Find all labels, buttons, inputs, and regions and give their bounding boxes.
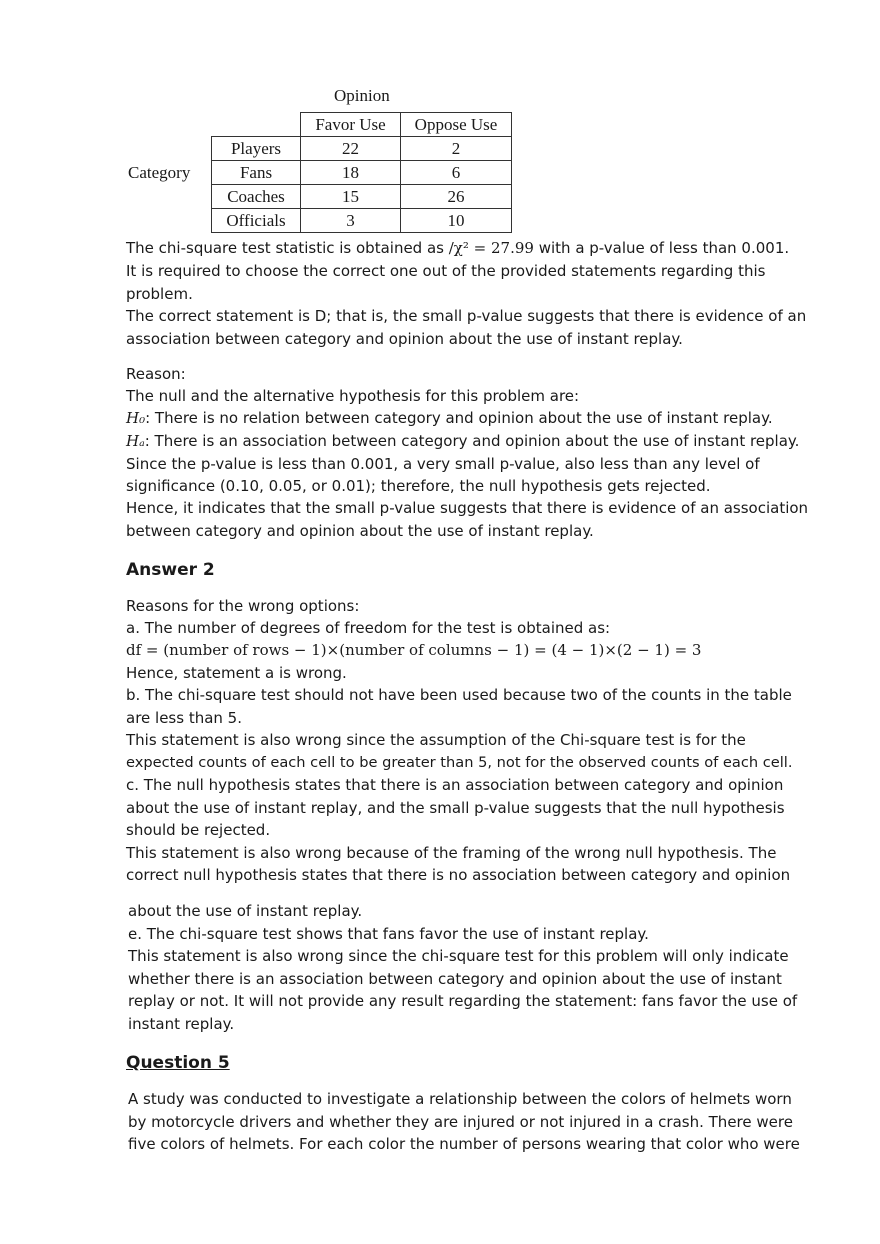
cell-oppose: 10 [401,209,512,233]
answer2-line: c. The null hypothesis states that there is an association between category and opinion [126,776,784,794]
intro-line-1 [126,238,789,258]
table-header-row [212,113,512,137]
answer2-line: b. The chi-square test should not have been used because two of the counts in the table [126,686,792,704]
answer2-line: expected counts of each cell to be greater than 5, not for the observed counts of each cell. [126,754,793,771]
reason-line-4: Since the p-value is less than 0.001, a very small p-value, also less than any level of [126,455,760,473]
table-row [212,137,512,161]
table-column-group-label: Opinion [334,86,390,105]
cell-oppose: 6 [401,161,512,185]
row-label: Officials [212,209,301,233]
intro-line-2: It is required to choose the correct one out of the provided statements regarding this [126,262,766,280]
answer2-line: should be rejected. [126,821,271,839]
question-5-heading: Question 5 [126,1053,230,1073]
ha-text: : There is an association between category and opinion about the use of instant replay. [144,432,800,450]
contingency-table [211,112,512,233]
reason-line-6: Hence, it indicates that the small p-value suggests that there is evidence of an association [126,499,809,517]
answer2-line: about the use of instant replay, and the small p-value suggests that the null hypothesis [126,799,785,817]
answer2-line: correct null hypothesis states that there is no association between category and opinion [126,866,791,884]
table-header-favor: Favor Use [301,113,401,137]
answer2-line: whether there is an association between category and opinion about the use of instant [128,970,782,988]
alternative-hypothesis [126,431,799,451]
cell-favor: 15 [301,185,401,209]
table-row [212,161,512,185]
answer2-line: are less than 5. [126,709,242,727]
reason-title: Reason: [126,365,186,383]
answer-2-heading: Answer 2 [126,560,215,580]
table-header-oppose: Oppose Use [401,113,512,137]
ha-symbol: Hₐ [126,432,145,450]
cell-favor: 3 [301,209,401,233]
cell-favor: 22 [301,137,401,161]
table-row [212,185,512,209]
reason-line-1: The null and the alternative hypothesis for this problem are: [126,387,580,405]
df-formula: df = (number of rows − 1)×(number of columns − 1) = (4 − 1)×(2 − 1) = 3 [126,641,702,659]
intro-text: with a p-value of less than 0.001. [533,239,790,257]
reason-line-7: between category and opinion about the use of instant replay. [126,522,594,540]
intro-text: The chi-square test statistic is obtained as [126,239,449,257]
intro-line-4: The correct statement is D; that is, the small p-value suggests that there is evidence of an [126,307,807,325]
answer2-line: This statement is also wrong because of the framing of the wrong null hypothesis. The [126,844,777,862]
question5-line: five colors of helmets. For each color the number of persons wearing that color who were [128,1135,800,1153]
answer2-line: This statement is also wrong since the chi-square test for this problem will only indicate [128,947,789,965]
reason-line-5: significance (0.10, 0.05, or 0.01); therefore, the null hypothesis gets rejected. [126,477,711,495]
answer2-line: a. The number of degrees of freedom for the test is obtained as: [126,619,611,637]
cell-oppose: 26 [401,185,512,209]
answer2-line: about the use of instant replay. [128,902,363,920]
table-corner-cell [212,113,301,137]
cell-favor: 18 [301,161,401,185]
answer2-line: instant replay. [128,1015,235,1033]
h0-symbol: H₀ [126,409,146,427]
row-label: Fans [212,161,301,185]
answer2-line: replay or not. It will not provide any result regarding the statement: fans favor the use of [128,992,798,1010]
table-row-group-label: Category [128,163,191,182]
question5-line: A study was conducted to investigate a relationship between the colors of helmets worn [128,1090,792,1108]
cell-oppose: 2 [401,137,512,161]
row-label: Players [212,137,301,161]
intro-line-3: problem. [126,285,193,303]
chi-square-formula: /χ² = 27.99 [448,239,534,257]
row-label: Coaches [212,185,301,209]
answer2-line: Reasons for the wrong options: [126,597,360,615]
answer2-line: e. The chi-square test shows that fans favor the use of instant replay. [128,925,649,943]
intro-line-5: association between category and opinion about the use of instant replay. [126,330,683,348]
answer2-line: This statement is also wrong since the assumption of the Chi-square test is for the [126,731,746,749]
null-hypothesis [126,408,773,428]
table-row [212,209,512,233]
h0-text: : There is no relation between category and opinion about the use of instant replay. [145,409,773,427]
answer2-line: Hence, statement a is wrong. [126,664,347,682]
question5-line: by motorcycle drivers and whether they are injured or not injured in a crash. There were [128,1113,793,1131]
